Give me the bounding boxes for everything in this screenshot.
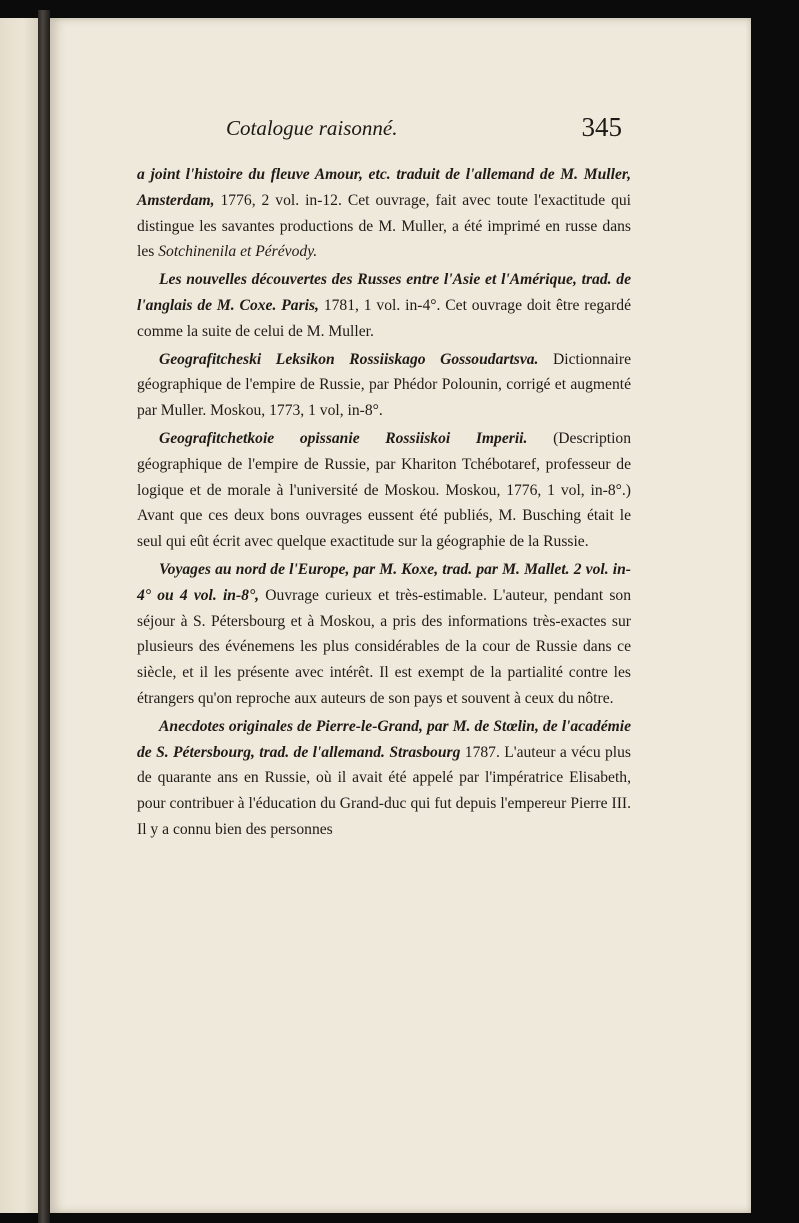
entry-text: Dictionnaire géographique de l'empire de Russie, par Phédor Polounin, corrigé et augmenté par Muller. Moskou, 1773, 1 vol, in-8°. (137, 350, 631, 420)
entry-text: Cet ouvrage, fait avec toute l'exactitude qui distingue les savantes productions de M. Muller, a été imprimé en russe dans les (137, 191, 631, 261)
catalogue-entry (137, 426, 631, 555)
catalogue-entry (137, 162, 631, 265)
entry-title: Voyages au nord de l'Europe, par M. Koxe, trad. par M. Mallet. (159, 560, 570, 578)
entry-title: a joint l'histoire du fleuve Amour, etc. traduit de l'allemand de M. Muller, Amsterdam, (137, 166, 631, 209)
catalogue-entry (137, 557, 631, 712)
entry-detail: 1781, 1 vol. in-4°. (323, 296, 441, 314)
entry-text: Ouvrage curieux et très-estimable. L'auteur, pendant son séjour à S. Pétersbourg et à Moskou, a pris des informations très-exactes sur plusieurs des événemens les plus considérables de la cour de Russie dans ce siècle, et il les présente avec intérêt. Il est exempt de la partialité contre les étrangers qu'on reproche aux auteurs de son pays et souvent à ceux du nôtre. (137, 586, 631, 707)
entry-detail: 1776, 2 vol. in-12. (220, 191, 342, 209)
entry-title: Geografitchetkoie opissanie Rossiiskoi Imperii. (159, 429, 528, 447)
catalogue-entry (137, 267, 631, 344)
entry-text: Cet ouvrage doit être regardé comme la suite de celui de M. Muller. (137, 296, 631, 340)
catalogue-entry (137, 714, 631, 843)
entry-detail: 2 vol. in-4° ou 4 vol. in-8°, (137, 560, 631, 604)
entry-text: (Description géographique de l'empire de Russie, par Khariton Tchébotaref, professeur de logique et de morale à l'université de Moskou. Moskou, 1776, 1 vol, in-8°.) Avant que ces deux bons ouvrages eussent été publiés, M. Busching était le seul qui eût écrit avec quelque exactitude sur la géographie de la Russie. (137, 429, 632, 551)
entry-detail: 1787. (464, 743, 500, 761)
entry-title: Les nouvelles découvertes des Russes entre l'Asie et l'Amérique, trad. de l'anglais de M. Coxe. Paris, (137, 271, 631, 314)
entry-text: L'auteur a vécu plus de quarante ans en Russie, où il avait été appelé par l'impératrice Elisabeth, pour contribuer à l'éducation du Grand-duc qui fut depuis l'empereur Pierre III. Il y a connu bien des personnes (137, 743, 631, 838)
entry-title: Anecdotes originales de Pierre-le-Grand, par M. de Stœlin, de l'académie de S. Pétersbourg, trad. de l'allemand. Strasbourg (137, 717, 631, 761)
entry-text-italic: Sotchinenila et Pérévody. (158, 243, 318, 261)
scan-border (751, 18, 799, 1213)
running-header (226, 98, 622, 142)
book-gutter (38, 10, 50, 1223)
left-page-edge (0, 18, 38, 1213)
running-title: Cotalogue raisonné. (226, 116, 398, 140)
page-body (137, 162, 631, 845)
page-number: 345 (581, 112, 622, 142)
entry-title: Geografitcheski Leksikon Rossiiskago Gossoudartsva. (159, 350, 539, 368)
catalogue-entry (137, 347, 631, 424)
